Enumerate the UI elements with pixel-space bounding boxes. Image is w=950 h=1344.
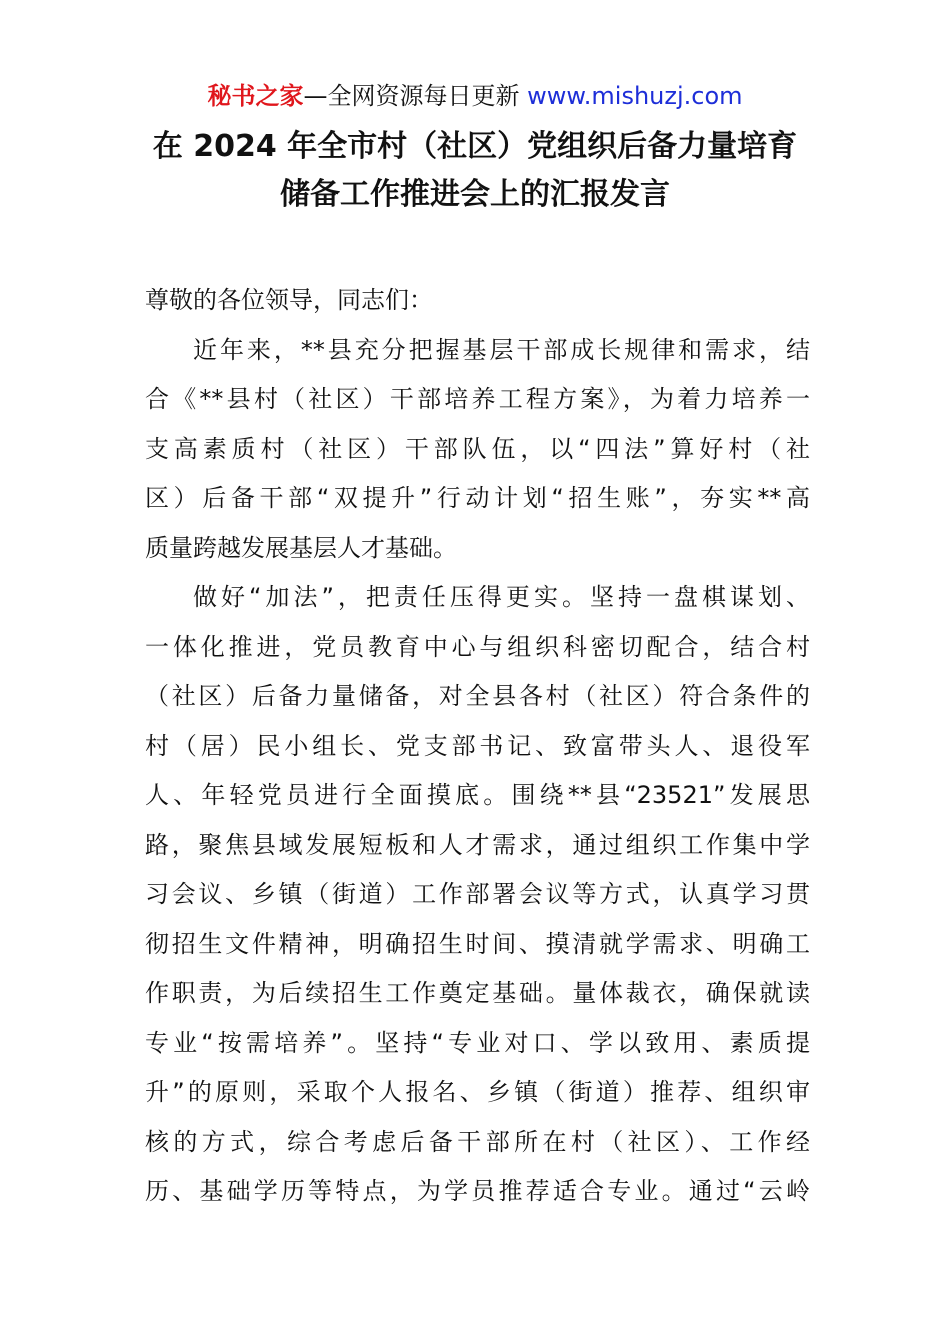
paragraph-line: 路，聚焦县域发展短板和人才需求，通过组织工作集中学 — [145, 830, 810, 859]
document-body — [145, 276, 810, 1217]
paragraph-line: 支高素质村（社区）干部队伍，以“四法”算好村（社 — [145, 434, 810, 463]
paragraph-line: 村（居）民小组长、党支部书记、致富带头人、退役军 — [145, 731, 810, 760]
paragraph-line: 区）后备干部“双提升”行动计划“招生账”，夯实**高 — [145, 484, 810, 512]
paragraph-line: 作职责，为后续招生工作奠定基础。量体裁衣，确保就读 — [145, 979, 810, 1007]
document-title-line-2: 储备工作推进会上的汇报发言 — [280, 177, 670, 212]
site-banner — [0, 80, 950, 112]
paragraph-line: 彻招生文件精神，明确招生时间、摸清就学需求、明确工 — [145, 929, 810, 958]
paragraph-line: 质量跨越发展基层人才基础。 — [145, 533, 457, 562]
paragraph-line: 合《**县村（社区）干部培养工程方案》，为着力培养一 — [145, 385, 810, 413]
banner-tagline: —全网资源每日更新 — [303, 82, 528, 110]
salutation: 尊敬的各位领导，同志们： — [145, 286, 433, 314]
paragraph-line: （社区）后备力量储备，对全县各村（社区）符合条件的 — [145, 682, 810, 710]
paragraph-line: 人、年轻党员进行全面摸底。围绕**县“23521”发展思 — [145, 781, 810, 809]
paragraph-line: 专业“按需培养”。坚持“专业对口、学以致用、素质提 — [145, 1028, 810, 1057]
paragraph-line: 历、基础学历等特点，为学员推荐适合专业。通过“云岭 — [145, 1177, 810, 1205]
paragraph-line: 近年来，**县充分把握基层干部成长规律和需求，结 — [193, 335, 810, 364]
paragraph-line: 一体化推进，党员教育中心与组织科密切配合，结合村 — [145, 632, 810, 661]
paragraph-line: 升”的原则，采取个人报名、乡镇（街道）推荐、组织审 — [145, 1078, 810, 1106]
document-title-line-1: 在 2024 年全市村（社区）党组织后备力量培育 — [152, 129, 798, 164]
brand-name: 秘书之家 — [207, 82, 304, 110]
site-url-link[interactable]: www.mishuzj.com — [527, 82, 743, 110]
paragraph-line: 做好“加法”，把责任压得更实。坚持一盘棋谋划、 — [193, 583, 810, 611]
paragraph-line: 习会议、乡镇（街道）工作部署会议等方式，认真学习贯 — [145, 880, 810, 908]
paragraph-line: 核的方式，综合考虑后备干部所在村（社区）、工作经 — [145, 1127, 810, 1156]
